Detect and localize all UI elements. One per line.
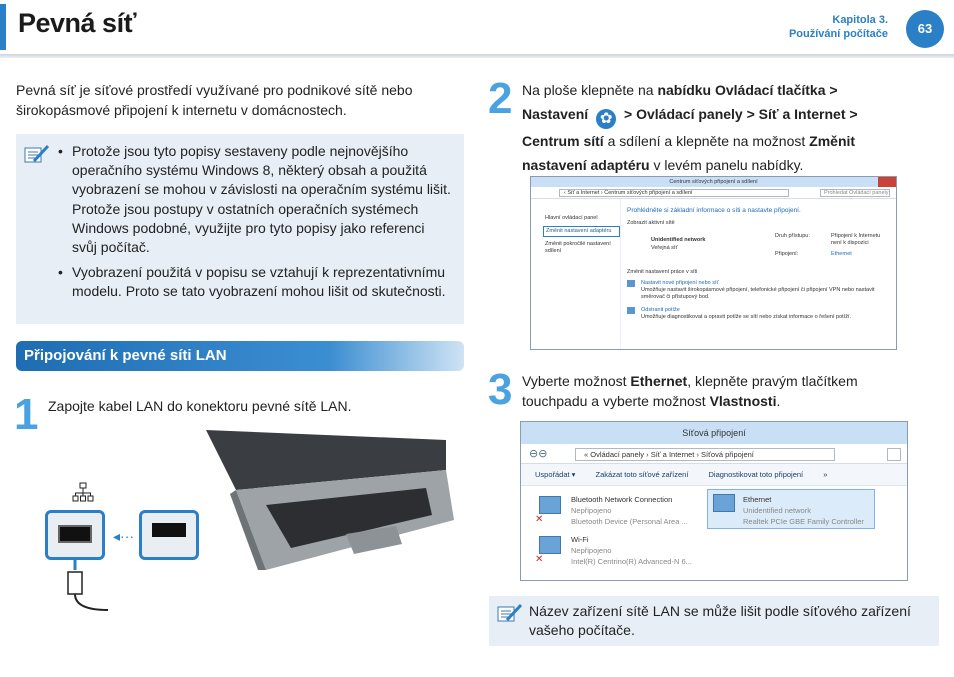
lan-cable-icon bbox=[60, 558, 110, 618]
step-number: 2 bbox=[488, 74, 513, 123]
address-bar bbox=[521, 444, 907, 464]
connection-value[interactable]: Ethernet bbox=[831, 251, 852, 257]
chapter-name: Používání počítače bbox=[788, 28, 888, 40]
new-connection-link[interactable]: Nastavit nové připojení nebo síť bbox=[641, 280, 719, 286]
close-button[interactable] bbox=[878, 177, 896, 187]
lan-port-cover-closeup bbox=[139, 510, 199, 560]
ethernet-adapter-icon bbox=[713, 494, 735, 512]
more-chevron-icon[interactable]: » bbox=[823, 470, 828, 479]
title-accent-bar bbox=[0, 4, 6, 50]
step-text-part: , klepněte pravým tlačítkem touchpadu a vyberte možnost bbox=[522, 373, 858, 409]
adapter-name: Ethernet bbox=[743, 495, 772, 504]
step-text-part: Vyberte možnost bbox=[522, 373, 631, 389]
adapter-bluetooth[interactable] bbox=[571, 494, 688, 527]
adapter-device: Realtek PCIe GBE Family Controller bbox=[743, 517, 864, 526]
connection-label: Připojení: bbox=[775, 251, 799, 257]
task-troubleshoot bbox=[627, 307, 892, 321]
network-name: Unidentified network bbox=[651, 237, 706, 243]
step-text: Zapojte kabel LAN do konektoru pevné sítě LAN. bbox=[48, 398, 352, 414]
chapter-number: Kapitola 3. bbox=[832, 14, 888, 26]
window-titlebar: Síťová připojení bbox=[521, 422, 907, 444]
step-text-bold: Vlastnosti bbox=[709, 393, 777, 409]
step-text-bold: > Ovládací panely > Síť a Internet > bbox=[620, 106, 858, 122]
step-number: 1 bbox=[14, 390, 39, 439]
main-heading: Prohlédněte si základní informace o síti a nastavte připojení. bbox=[627, 207, 801, 214]
step-text-bold: nabídku Ovládací tlačítka > bbox=[657, 82, 838, 98]
note-bullet: • Vyobrazení použitá v popisu se vztahují k reprezentativnímu modelu. Proto se tato vyobrazení mohou lišit od skutečnosti. bbox=[62, 263, 452, 301]
header-divider bbox=[0, 54, 954, 58]
window-titlebar bbox=[531, 177, 896, 187]
window-title: Centrum síťových připojení a sdílení bbox=[669, 179, 758, 185]
arrow-left-icon: ◂··· bbox=[113, 528, 135, 544]
laptop-illustration bbox=[196, 430, 456, 570]
network-center-window bbox=[530, 176, 897, 350]
intro-paragraph: Pevná síť je síťové prostředí využívané pro podnikové sítě nebo širokopásmové připojení k internetu v domácnostech. bbox=[16, 82, 413, 118]
troubleshoot-desc: Umožňuje diagnostikovat a opravit potíže se sítí nebo získat informace o řešení potíží. bbox=[641, 314, 852, 320]
address-bar bbox=[531, 187, 896, 199]
step-text bbox=[522, 371, 922, 411]
address-field[interactable]: « Ovládací panely › Síť a Internet › Síťová připojení bbox=[575, 448, 835, 461]
sidebar-item-sharing[interactable]: Změnit pokročilé nastavení sdílení bbox=[545, 241, 611, 254]
access-label: Druh přístupu: bbox=[775, 233, 810, 239]
troubleshoot-link[interactable]: Odstranit potíže bbox=[641, 307, 680, 313]
adapter-name: Wi-Fi bbox=[571, 535, 589, 544]
active-network bbox=[627, 233, 892, 261]
step-text-bold: Ethernet bbox=[630, 373, 688, 389]
main-pane bbox=[627, 207, 892, 321]
adapter-name: Bluetooth Network Connection bbox=[571, 495, 673, 504]
step-text-part: v levém panelu nabídky. bbox=[649, 157, 804, 173]
note-box bbox=[16, 134, 464, 324]
adapter-device: Intel(R) Centrino(R) Advanced-N 6... bbox=[571, 557, 692, 566]
diagnose-button[interactable]: Diagnostikovat toto připojení bbox=[708, 470, 804, 479]
section-heading: Připojování k pevné síti LAN bbox=[16, 341, 464, 371]
step-number: 3 bbox=[488, 365, 513, 414]
access-value: Připojení k Internetu není k dispozici bbox=[831, 233, 881, 246]
active-networks-label: Zobrazit aktivní sítě bbox=[627, 220, 675, 226]
disconnected-x-icon: ✕ bbox=[535, 514, 544, 525]
adapter-status: Unidentified network bbox=[743, 506, 811, 515]
adapter-device: Bluetooth Device (Personal Area ... bbox=[571, 517, 688, 526]
sidebar-item-home[interactable]: Hlavní ovládací panel bbox=[545, 215, 598, 221]
gear-icon: ✿ bbox=[596, 109, 616, 129]
step-text bbox=[522, 78, 922, 177]
command-bar bbox=[521, 464, 907, 486]
network-icon bbox=[72, 482, 94, 509]
step-text-part: a sdílení a klepněte na možnost bbox=[603, 133, 810, 149]
disable-device-button[interactable]: Zakázat toto síťové zařízení bbox=[595, 470, 689, 479]
network-type: Veřejná síť bbox=[651, 245, 678, 251]
address-field[interactable]: ‹ Síť a Internet › Centrum síťových připojení a sdílení bbox=[559, 189, 789, 197]
step-text-bold: Nastavení bbox=[522, 106, 589, 122]
chapter-label bbox=[789, 13, 888, 41]
step-text-part: . bbox=[776, 393, 781, 409]
step-text-bold: Změnit nastavení adaptéru bbox=[522, 133, 856, 173]
adapter-wifi[interactable] bbox=[571, 534, 692, 567]
page-title: Pevná síť bbox=[18, 8, 137, 38]
network-connections-window bbox=[520, 421, 908, 581]
search-input[interactable]: Prohledat Ovládací panely bbox=[820, 189, 890, 197]
change-settings-label: Změnit nastavení práce v síti bbox=[627, 269, 698, 275]
disconnected-x-icon: ✕ bbox=[535, 554, 544, 565]
back-forward-icon[interactable]: ⊖⊖ bbox=[529, 448, 548, 460]
adapter-ethernet[interactable] bbox=[743, 494, 864, 527]
adapter-status: Nepřipojeno bbox=[571, 546, 612, 555]
step-text-part: Na ploše klepněte na bbox=[522, 82, 658, 98]
page-number: 63 bbox=[906, 10, 944, 48]
sidebar-item-change-adapter[interactable]: Změnit nastavení adaptéru bbox=[543, 226, 620, 237]
adapter-status: Nepřipojeno bbox=[571, 506, 612, 515]
note-pencil-icon bbox=[497, 603, 523, 625]
new-connection-desc: Umožňuje nastavit širokopásmové připojení, telefonické připojení či připojení VPN nebo nastavit směrovač či přístupový bod. bbox=[641, 287, 875, 300]
note-box: Název zařízení sítě LAN se může lišit podle síťového zařízení vašeho počítače. bbox=[489, 596, 939, 646]
network-setup-icon bbox=[627, 280, 635, 287]
note-bullet: • Protože jsou tyto popisy sestaveny podle nejnovějšího operačního systému Windows 8, některý obsah a použitá vyobrazení se mohou v závislosti na operačním systému lišit. Protože jsou postupy v ostatních operačních systémech Windows podobné, využijte pro tyto popisy jako referenci svůj počítač. bbox=[62, 142, 452, 257]
sidebar bbox=[531, 199, 621, 350]
task-new-connection bbox=[627, 280, 892, 301]
troubleshoot-icon bbox=[627, 307, 635, 314]
bluetooth-adapter-icon bbox=[539, 496, 561, 514]
note-pencil-icon bbox=[24, 144, 50, 166]
organize-menu[interactable]: Uspořádat ▾ bbox=[535, 470, 576, 479]
lan-port-closeup bbox=[45, 510, 105, 560]
search-icon[interactable] bbox=[887, 448, 901, 461]
step-text-bold: Centrum sítí bbox=[522, 133, 604, 149]
wifi-adapter-icon bbox=[539, 536, 561, 554]
